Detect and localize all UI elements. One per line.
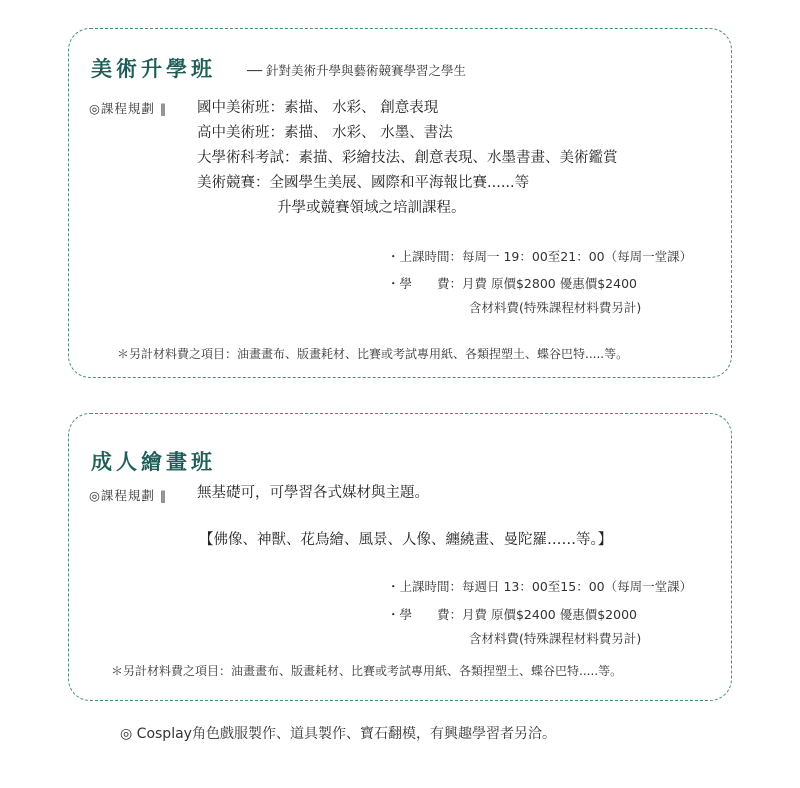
adult-schedule: ・上課時間：每週日 13：00至15：00（每周一堂課） (387, 579, 693, 594)
art-plan-label: ◎課程規劃 ‖ (89, 101, 168, 116)
adult-fee: ・學 費：月費 原價$2400 優惠價$2000 (387, 607, 637, 622)
art-program-subtitle: ── 針對美術升學與藝術競賽學習之學生 (247, 63, 467, 78)
art-program-card (68, 28, 732, 378)
art-course-item: 國中美術班：素描、 水彩、 創意表現 (197, 100, 439, 116)
adult-plan-text: 無基礎可，可學習各式媒材與主題。 (197, 485, 429, 501)
art-course-extra: 升學或競賽領域之培訓課程。 (277, 200, 466, 216)
adult-plan-label: ◎課程規劃 ‖ (89, 488, 168, 503)
art-fee: ・學 費：月費 原價$2800 優惠價$2400 (387, 276, 637, 291)
art-course-item: 大學術科考試：素描、彩繪技法、創意表現、水墨書畫、美術鑑賞 (197, 150, 618, 166)
adult-fee-note: 含材料費(特殊課程材料費另計) (469, 631, 642, 646)
art-course-item: 美術競賽：全國學生美展、國際和平海報比賽......等 (197, 175, 530, 191)
art-program-title: 美術升學班 (91, 57, 216, 81)
cosplay-note: ◎ Cosplay角色戲服製作、道具製作、寶石翻模，有興趣學習者另洽。 (120, 726, 556, 742)
art-course-item: 高中美術班：素描、 水彩、 水墨、書法 (197, 125, 453, 141)
adult-material-note: ＊另計材料費之項目：油畫畫布、版畫耗材、比賽或考試專用紙、各類捏塑土、蝶谷巴特.....等。 (111, 664, 623, 678)
adult-program-card (68, 413, 732, 701)
adult-topics: 【佛像、神獸、花鳥繪、風景、人像、纏繞畫、曼陀羅……等。】 (199, 532, 613, 548)
art-fee-note: 含材料費(特殊課程材料費另計) (469, 300, 642, 315)
art-material-note: ＊另計材料費之項目：油畫畫布、版畫耗材、比賽或考試專用紙、各類捏塑土、蝶谷巴特.....等。 (117, 347, 629, 361)
art-schedule: ・上課時間：每周一 19：00至21：00（每周一堂課） (387, 249, 693, 264)
adult-program-title: 成人繪畫班 (91, 450, 216, 474)
art-course-list (197, 96, 618, 221)
